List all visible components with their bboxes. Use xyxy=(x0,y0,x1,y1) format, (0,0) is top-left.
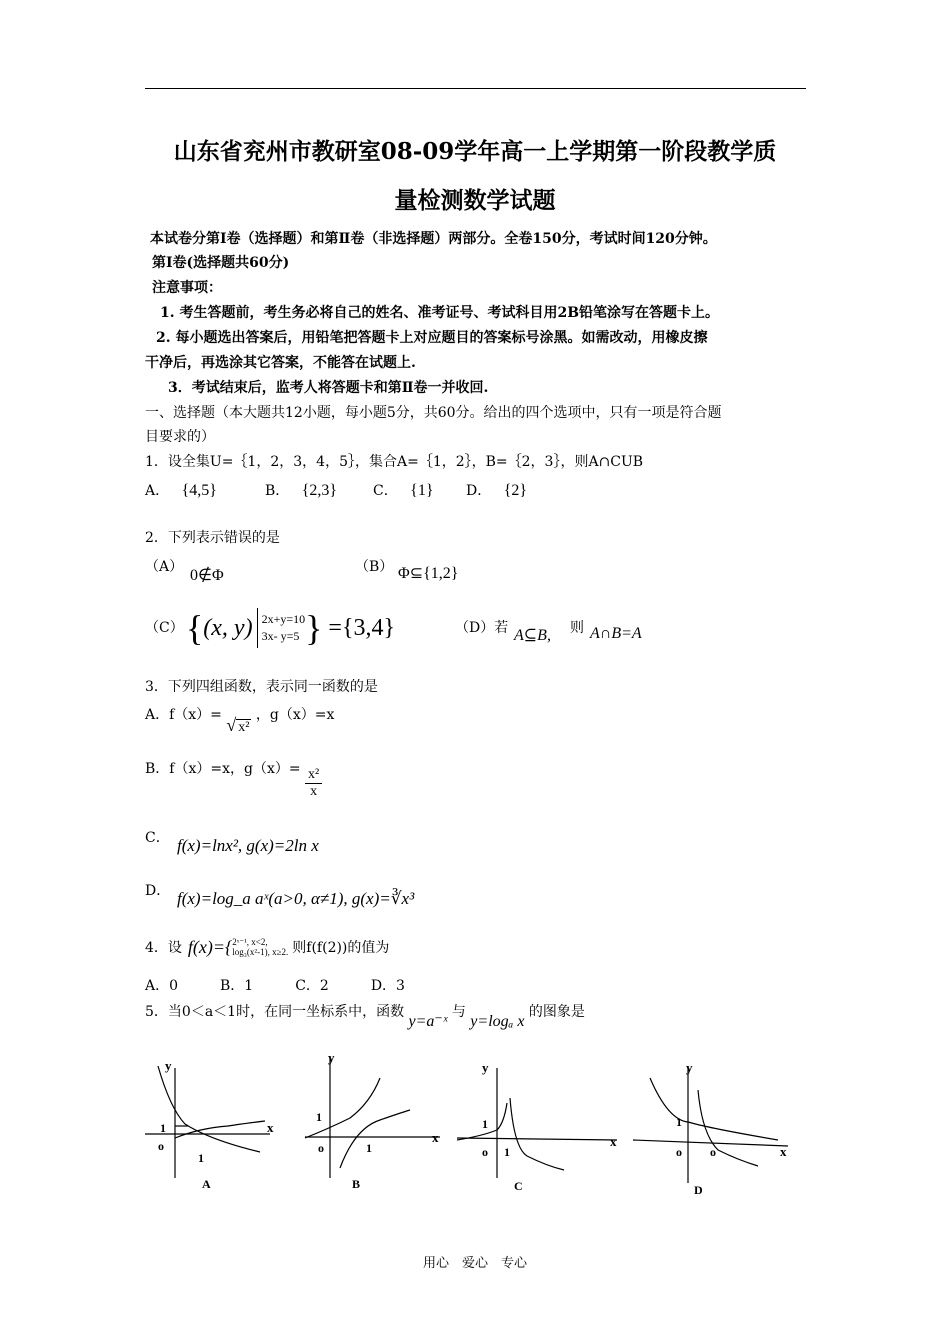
q5-tail: 的图象是 xyxy=(528,1004,585,1020)
q4-stem xyxy=(145,932,389,962)
curve-log xyxy=(340,1110,410,1168)
q2-option-d-label: （D）若 xyxy=(455,620,509,636)
q1-option-d-value: {2} xyxy=(503,482,528,499)
q3-fraction-denominator: x xyxy=(305,783,322,800)
q3-sqrt-radicand: x² xyxy=(238,720,250,735)
origin-x-label: o xyxy=(710,1145,716,1159)
curve-log xyxy=(510,1098,564,1170)
q1-option-c-value: {1} xyxy=(410,482,434,499)
q4-function: f(x)={ xyxy=(187,936,233,957)
graph-d-label: D xyxy=(694,1183,703,1197)
part-one-heading: 第Ⅰ卷(选择题共60分) xyxy=(152,255,290,271)
q2-set-element: (x, y) xyxy=(203,614,253,641)
q1-option-a xyxy=(145,480,217,500)
q2-system-eq-1: 2x+y=10 xyxy=(261,612,306,626)
q2-option-d-then: 则 xyxy=(570,620,584,636)
one-x-label: 1 xyxy=(198,1151,204,1165)
q3-option-c-expr: f(x)=lnx², g(x)=2ln x xyxy=(177,836,319,855)
one-label: 1 xyxy=(676,1115,682,1129)
q2-option-c-result: ={3,4} xyxy=(328,614,395,641)
one-x-label: 1 xyxy=(366,1141,372,1155)
q3-option-d-label: D． xyxy=(145,883,171,899)
page-title-line-1: 山东省兖州市教研室08-09学年高一上学期第一阶段教学质 xyxy=(173,138,777,165)
q2-option-b-expr: Φ⊆{1,2} xyxy=(398,565,459,582)
intro-paragraph: 本试卷分第Ⅰ卷（选择题）和第Ⅱ卷（非选择题）两部分。全卷150分，考试时间120分钟。 xyxy=(150,231,717,247)
x-label: x xyxy=(610,1134,617,1149)
q3-option-b xyxy=(145,758,322,800)
x-label: x xyxy=(267,1120,274,1135)
notes-heading: 注意事项： xyxy=(152,280,222,296)
y-label: y xyxy=(686,1060,693,1075)
q1-option-b-value: {2,3} xyxy=(301,482,338,499)
note-3: 3．考试结束后，监考人将答题卡和第Ⅱ卷一并收回. xyxy=(168,380,489,396)
q3-option-b-lead: B．f（x）=x，g（x）= xyxy=(145,761,301,777)
q2-option-b-label: （B） xyxy=(355,559,394,575)
right-brace: } xyxy=(305,608,323,648)
q5-function-1: y=a⁻ˣ xyxy=(408,1013,448,1030)
q2-option-c-label: （C） xyxy=(145,620,184,636)
y-label: y xyxy=(165,1058,172,1073)
q3-fraction xyxy=(305,767,322,800)
set-bar xyxy=(257,608,258,648)
x-label: x xyxy=(780,1144,787,1159)
origin-label: o xyxy=(318,1141,324,1155)
q4-tail: 则f(f(2))的值为 xyxy=(292,940,390,956)
x-axis xyxy=(457,1138,617,1140)
q2-option-d-expr-1: A⊆B, xyxy=(514,627,551,644)
q2-system-eq-2: 3x- y=5 xyxy=(261,629,300,643)
q1-option-a-label: A． xyxy=(145,483,170,499)
graph-b-label: B xyxy=(352,1177,361,1191)
q1-option-d xyxy=(466,480,527,500)
graph-a[interactable] xyxy=(140,1048,290,1198)
curve-exp xyxy=(158,1066,260,1152)
page-footer: 用心 爱心 专心 xyxy=(422,1256,527,1271)
q1-option-a-value: {4,5} xyxy=(181,482,217,499)
y-label: y xyxy=(482,1060,489,1075)
note-2a: 2. 每小题选出答案后，用铅笔把答题卡上对应题目的答案标号涂黑。如需改动，用橡皮擦 xyxy=(156,330,708,346)
note-1: 1. 考生答题前，考生务必将自己的姓名、准考证号、考试科目用2B铅笔涂写在答题卡上。 xyxy=(160,305,720,321)
q3-option-a-lead: A．f（x）= xyxy=(145,707,222,723)
graph-c[interactable] xyxy=(452,1048,627,1198)
graph-c-label: C xyxy=(514,1179,523,1193)
one-label: 1 xyxy=(316,1110,322,1124)
graph-d[interactable] xyxy=(628,1048,798,1198)
one-label: 1 xyxy=(160,1121,166,1135)
q3-option-a-tail: ，g（x）=x xyxy=(255,707,335,723)
curve-exp xyxy=(305,1078,380,1138)
q3-option-c-label: C． xyxy=(145,830,170,846)
q2-option-a-expr: 0∉Φ xyxy=(190,567,224,584)
origin-label: o xyxy=(158,1139,164,1153)
x-label: x xyxy=(432,1130,439,1145)
q3-option-a xyxy=(145,704,334,736)
graph-b[interactable] xyxy=(300,1048,450,1198)
q1-option-c-label: C． xyxy=(373,483,398,499)
q2-option-a-label: （A） xyxy=(145,559,184,575)
q1-stem: 1．设全集U=｛1，2，3，4，5｝，集合A=｛1，2｝，B=｛2，3｝，则A∩CUB xyxy=(145,454,644,470)
q4-pieces xyxy=(232,937,288,957)
q1-option-b xyxy=(265,480,337,500)
q1-option-b-label: B． xyxy=(265,483,290,499)
q2-option-d-expr-2: A∩B=A xyxy=(590,625,642,642)
q4-options: A．0 B．1 C．2 D．3 xyxy=(145,978,405,994)
q5-stem xyxy=(145,1001,585,1030)
q5-and: 与 xyxy=(451,1004,466,1020)
origin-label: o xyxy=(676,1145,682,1159)
q1-option-c xyxy=(373,480,434,500)
one-label: 1 xyxy=(482,1117,488,1131)
q3-stem: 3．下列四组函数，表示同一函数的是 xyxy=(145,679,378,695)
q4-piece-2: log₃(x²-1), x≥2. xyxy=(232,947,289,957)
q4-lead: 4．设 xyxy=(145,940,182,956)
curve-exp xyxy=(650,1078,778,1140)
q2-option-c-expr xyxy=(186,604,395,652)
curve-log xyxy=(698,1090,758,1166)
q3-sqrt xyxy=(226,715,251,736)
q5-function-2: y=logₐ x xyxy=(470,1013,525,1030)
sqrt-sign: √ xyxy=(226,715,237,735)
q3-option-d-expr: f(x)=log_a aˣ(a>0, α≠1), g(x)=∛x³ xyxy=(177,889,415,908)
one-x-label: 1 xyxy=(504,1145,510,1159)
section-heading: 一、选择题（本大题共12小题，每小题5分，共60分。给出的四个选项中，只有一项是符合题 xyxy=(145,405,722,421)
origin-label: o xyxy=(482,1145,488,1159)
header-rule xyxy=(145,88,806,89)
graph-a-label: A xyxy=(202,1177,211,1191)
section-heading-cont: 目要求的） xyxy=(145,429,215,445)
q2-system xyxy=(262,611,306,645)
note-2b: 干净后，再选涂其它答案，不能答在试题上. xyxy=(145,355,416,371)
y-label: y xyxy=(328,1050,335,1065)
q5-lead: 5．当0＜a＜1时，在同一坐标系中，函数 xyxy=(145,1004,405,1020)
page-title-line-2: 量检测数学试题 xyxy=(394,187,556,214)
q2-stem: 2．下列表示错误的是 xyxy=(145,530,280,546)
q3-fraction-numerator: x² xyxy=(308,767,320,782)
curve-log xyxy=(175,1121,265,1138)
q1-option-d-label: D． xyxy=(466,483,492,499)
left-brace: { xyxy=(186,608,204,648)
q4-piece-1: 2ˣ⁻¹, x<2, xyxy=(232,937,268,947)
